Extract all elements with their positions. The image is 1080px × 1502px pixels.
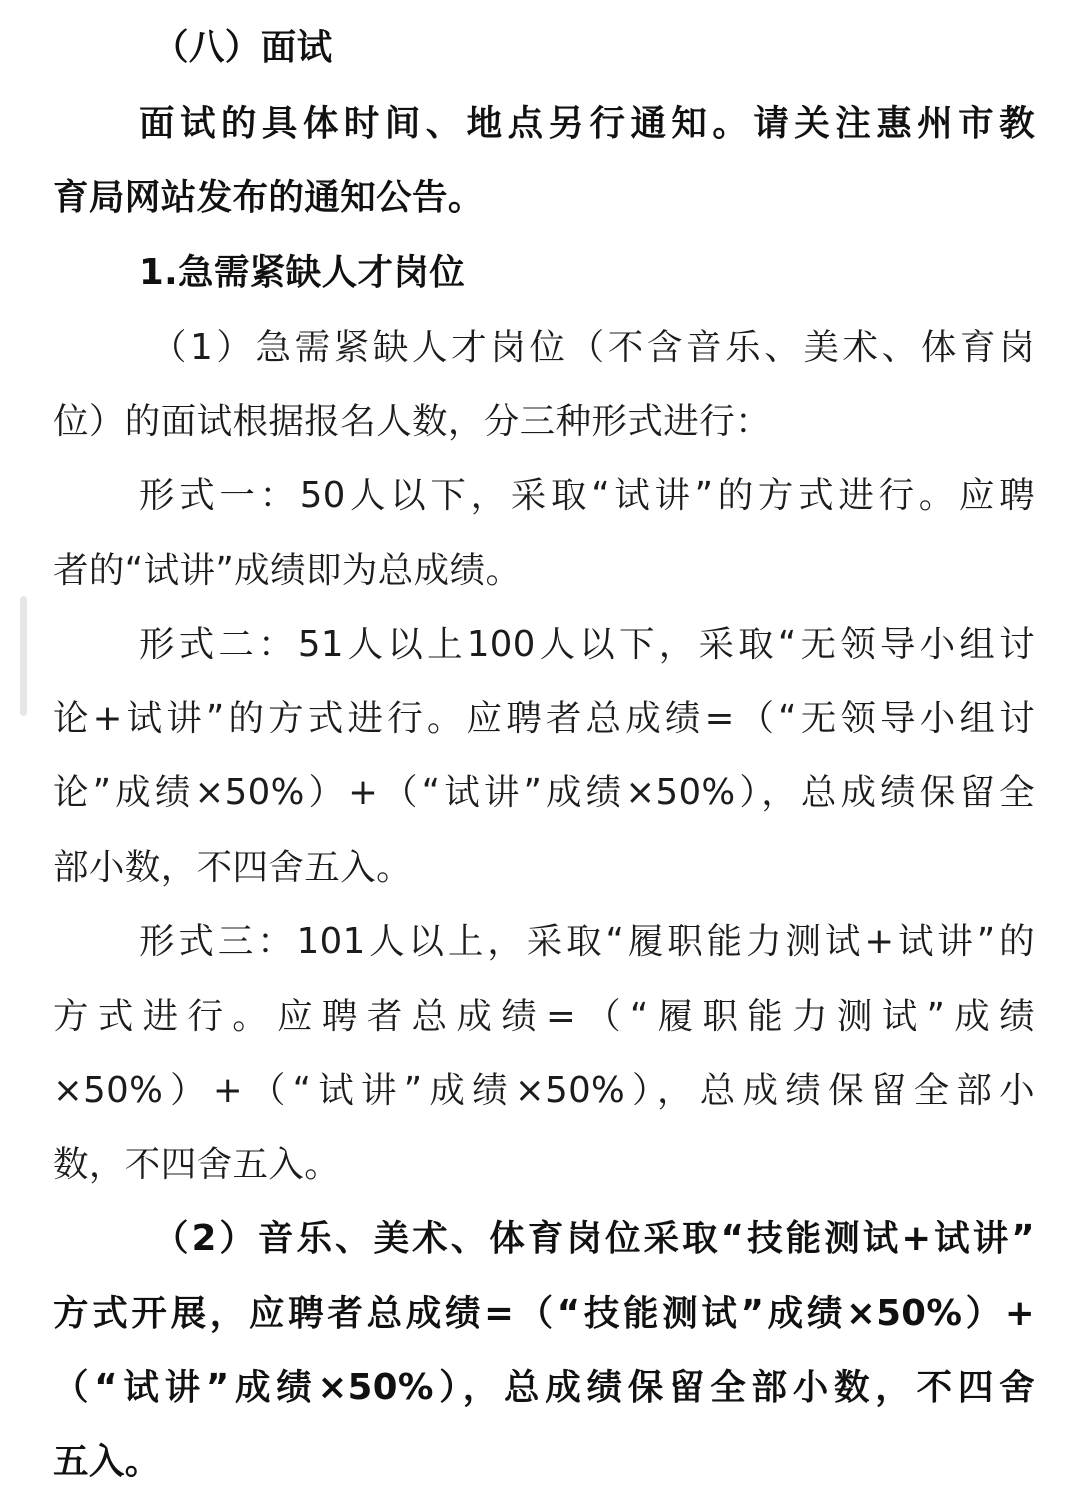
paragraph-line: 育局网站发布的通知公告。 [53,177,484,218]
paragraph-line: ×50%）+（“试讲”成绩×50%），总成绩保留全部小 [53,1070,1035,1111]
paragraph-line: 形式二：51人以上100人以下，采取“无领导小组讨 [139,624,1035,665]
paragraph-line: 论+试讲”的方式进行。应聘者总成绩=（“无领导小组讨 [53,698,1035,739]
paragraph-line: 方式进行。应聘者总成绩=（“履职能力测试”成绩 [53,996,1035,1037]
paragraph-line: 位）的面试根据报名人数，分三种形式进行： [53,401,772,442]
paragraph-line: 五入。 [53,1441,161,1482]
subsection-heading: 1.急需紧缺人才岗位 [139,252,466,293]
paragraph-line: 面试的具体时间、地点另行通知。请关注惠州市教 [139,103,1035,144]
paragraph-line: 部小数，不四舍五入。 [53,847,413,888]
paragraph-line: 论”成绩×50%）+（“试讲”成绩×50%），总成绩保留全 [53,772,1035,813]
scroll-indicator[interactable] [20,596,27,716]
paragraph-line: （2）音乐、美术、体育岗位采取“技能测试+试讲” [153,1218,1035,1259]
paragraph-line: 者的“试讲”成绩即为总成绩。 [53,550,522,591]
paragraph-line: 数，不四舍五入。 [53,1144,341,1185]
paragraph-line: 方式开展，应聘者总成绩=（“技能测试”成绩×50%）+ [53,1293,1035,1334]
paragraph-line: 形式一：50人以下，采取“试讲”的方式进行。应聘 [139,475,1035,516]
paragraph-line: （“试讲”成绩×50%），总成绩保留全部小数，不四舍 [53,1367,1035,1408]
paragraph-line: （1）急需紧缺人才岗位（不含音乐、美术、体育岗 [151,327,1035,368]
section-heading: （八）面试 [153,27,333,68]
paragraph-line: 形式三：101人以上，采取“履职能力测试+试讲”的 [139,921,1035,962]
